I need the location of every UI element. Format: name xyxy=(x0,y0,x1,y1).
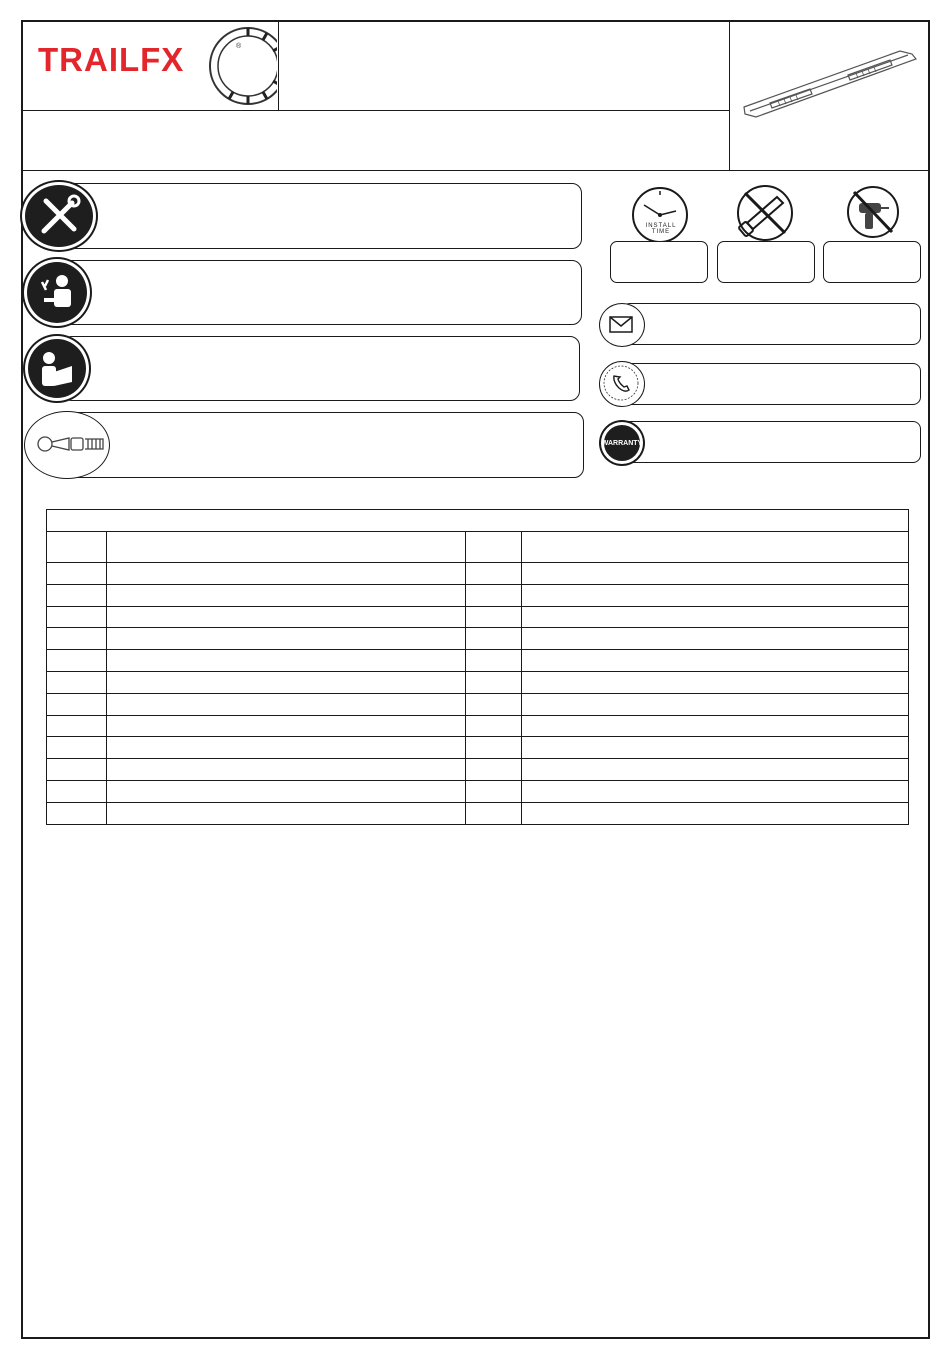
table-cell xyxy=(47,671,107,693)
table-cell xyxy=(466,802,522,824)
table-row xyxy=(47,584,909,606)
table-cell xyxy=(466,584,522,606)
email-box xyxy=(622,303,921,345)
table-cell xyxy=(466,606,522,628)
product-image-cell xyxy=(729,20,930,171)
table-row xyxy=(47,628,909,650)
table-row xyxy=(47,737,909,759)
table-cell xyxy=(47,780,107,802)
table-cell xyxy=(522,563,909,585)
table-row xyxy=(47,759,909,781)
table-row xyxy=(47,802,909,824)
table-cell xyxy=(466,671,522,693)
parts-table-title xyxy=(47,510,909,532)
table-cell xyxy=(522,759,909,781)
table-cell xyxy=(47,650,107,672)
warranty-icon xyxy=(601,422,643,464)
no-drill-icon xyxy=(845,183,901,241)
table-cell xyxy=(107,759,466,781)
table-cell xyxy=(466,563,522,585)
tire-icon xyxy=(210,28,277,104)
phone-box xyxy=(622,363,921,405)
header-cell xyxy=(107,532,466,563)
email-icon xyxy=(599,303,645,347)
install-time-box xyxy=(610,241,708,283)
table-row xyxy=(47,671,909,693)
table-cell xyxy=(47,802,107,824)
parts-table-header xyxy=(47,532,909,563)
table-cell xyxy=(466,780,522,802)
table-cell xyxy=(522,584,909,606)
table-cell xyxy=(107,715,466,737)
table-row xyxy=(47,780,909,802)
read-instructions-icon xyxy=(25,336,89,401)
table-cell xyxy=(466,737,522,759)
table-cell xyxy=(522,780,909,802)
table-cell xyxy=(107,693,466,715)
table-cell xyxy=(107,606,466,628)
table-cell xyxy=(522,693,909,715)
table-cell xyxy=(107,584,466,606)
warranty-label: WARRANTY xyxy=(601,439,643,447)
table-cell xyxy=(47,628,107,650)
running-board-illustration xyxy=(730,21,928,169)
parts-table xyxy=(46,509,909,825)
table-cell xyxy=(107,802,466,824)
tools-required-box xyxy=(60,183,582,249)
table-cell xyxy=(47,715,107,737)
table-cell xyxy=(522,628,909,650)
table-cell xyxy=(47,759,107,781)
professional-install-box xyxy=(60,260,582,325)
no-saw-icon xyxy=(735,183,795,243)
table-cell xyxy=(107,671,466,693)
table-cell xyxy=(107,650,466,672)
header-cell xyxy=(47,532,107,563)
clock-icon xyxy=(630,185,690,245)
table-cell xyxy=(107,563,466,585)
table-cell xyxy=(466,759,522,781)
cutting-required-box xyxy=(717,241,815,283)
hardware-icon xyxy=(24,411,110,479)
table-row xyxy=(47,606,909,628)
table-cell xyxy=(522,671,909,693)
drilling-required-box xyxy=(823,241,921,283)
table-cell xyxy=(107,780,466,802)
table-row xyxy=(47,693,909,715)
professional-install-icon xyxy=(24,259,90,326)
table-cell xyxy=(47,584,107,606)
registered-mark: ® xyxy=(236,43,242,50)
table-cell xyxy=(107,737,466,759)
logo-cell xyxy=(21,20,279,111)
warranty-box xyxy=(622,421,921,463)
table-cell xyxy=(466,650,522,672)
table-cell xyxy=(522,606,909,628)
table-cell xyxy=(522,715,909,737)
hardware-box xyxy=(65,412,584,478)
table-cell xyxy=(466,715,522,737)
table-cell xyxy=(47,563,107,585)
read-instructions-box xyxy=(62,336,580,401)
document-title-cell xyxy=(278,20,730,111)
document-subtitle-cell xyxy=(21,110,730,171)
table-cell xyxy=(466,628,522,650)
install-time-label: INSTALL TIME xyxy=(645,223,677,235)
logo-text: TRAILFX xyxy=(38,41,185,78)
table-row xyxy=(47,563,909,585)
table-cell xyxy=(522,737,909,759)
tools-icon xyxy=(22,182,96,250)
table-row xyxy=(47,715,909,737)
table-cell xyxy=(47,606,107,628)
phone-icon xyxy=(599,361,645,407)
table-cell xyxy=(107,628,466,650)
table-cell xyxy=(466,693,522,715)
table-row xyxy=(47,650,909,672)
header-cell xyxy=(522,532,909,563)
table-cell xyxy=(47,737,107,759)
table-cell xyxy=(522,650,909,672)
table-cell xyxy=(522,802,909,824)
trailfx-logo xyxy=(22,21,277,109)
table-cell xyxy=(47,693,107,715)
header-cell xyxy=(466,532,522,563)
